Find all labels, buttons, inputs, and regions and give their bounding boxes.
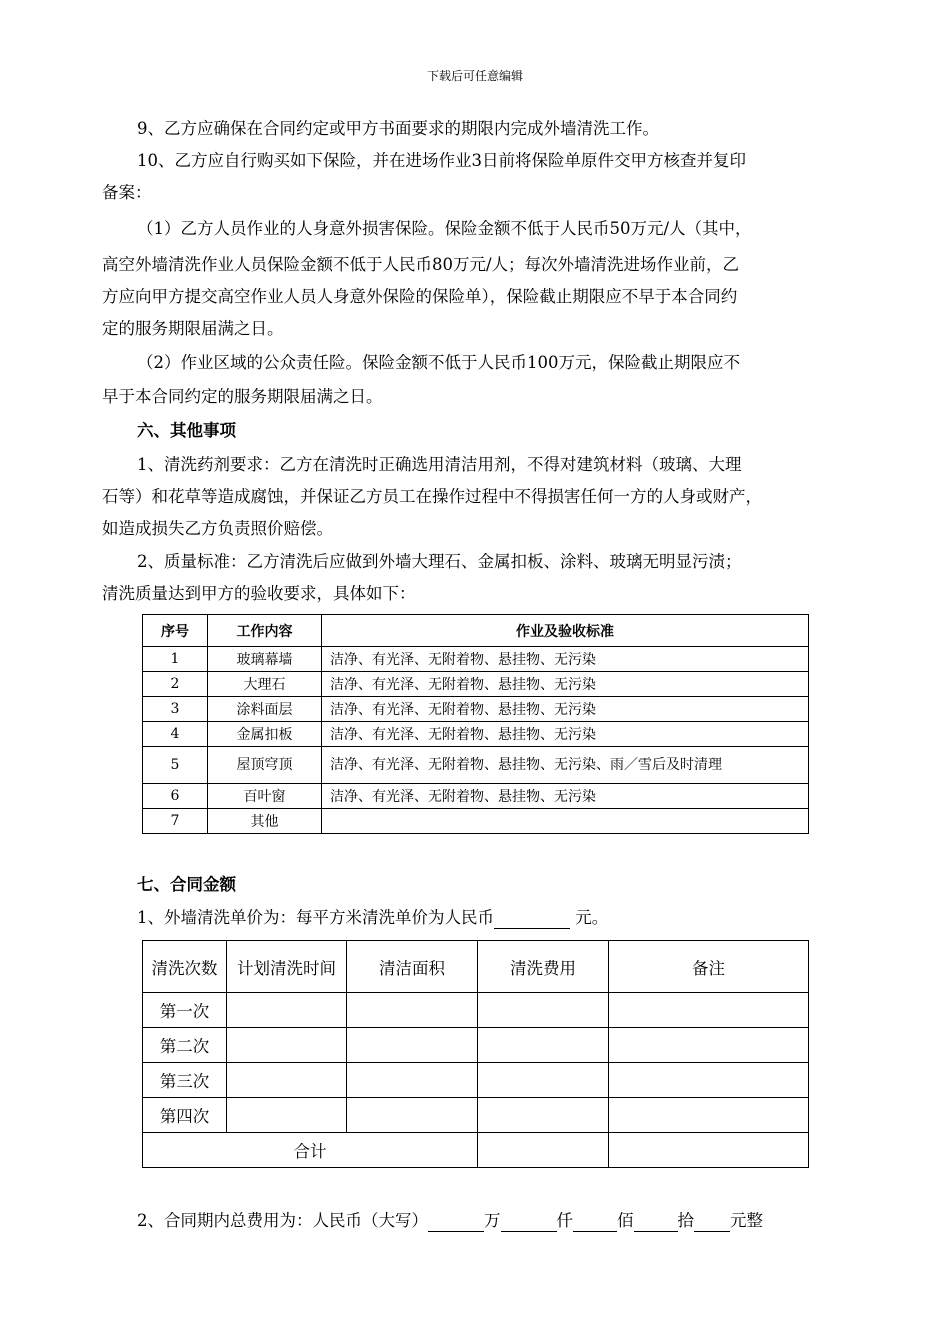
table-cell: 洁净、有光泽、无附着物、悬挂物、无污染 bbox=[322, 647, 809, 672]
total-label: 合计 bbox=[143, 1133, 478, 1168]
table-cell: 涂料面层 bbox=[208, 697, 322, 722]
table-cell: 大理石 bbox=[208, 672, 322, 697]
paragraph-line: 清洗质量达到甲方的验收要求，具体如下： bbox=[102, 584, 416, 603]
table-cell: 洁净、有光泽、无附着物、悬挂物、无污染、雨／雪后及时清理 bbox=[322, 747, 809, 784]
section-heading: 七、合同金额 bbox=[137, 875, 236, 894]
table-row bbox=[143, 647, 809, 672]
table-cell: 洁净、有光泽、无附着物、悬挂物、无污染 bbox=[322, 784, 809, 809]
paragraph-line: 9、乙方应确保在合同约定或甲方书面要求的期限内完成外墙清洗工作。 bbox=[137, 119, 659, 138]
unit-price-label: 1、外墙清洗单价为：每平方米清洗单价为人民币 bbox=[137, 908, 494, 927]
table-cell[interactable] bbox=[347, 1063, 478, 1098]
table-cell: 洁净、有光泽、无附着物、悬挂物、无污染 bbox=[322, 672, 809, 697]
quality-standards-table bbox=[142, 614, 809, 834]
amount-blank[interactable] bbox=[573, 1213, 617, 1232]
table-cell: 金属扣板 bbox=[208, 722, 322, 747]
table-row bbox=[143, 993, 809, 1028]
table-cell: 7 bbox=[143, 809, 208, 834]
unit-qian: 仟 bbox=[556, 1211, 573, 1230]
table-row bbox=[143, 1063, 809, 1098]
table-cell: 百叶窗 bbox=[208, 784, 322, 809]
row-label: 第三次 bbox=[143, 1063, 227, 1098]
column-header: 工作内容 bbox=[208, 615, 322, 647]
paragraph-line: 高空外墙清洗作业人员保险金额不低于人民币80万元/人；每次外墙清洗进场作业前，乙 bbox=[102, 255, 740, 274]
table-cell: 6 bbox=[143, 784, 208, 809]
table-cell: 其他 bbox=[208, 809, 322, 834]
column-header: 计划清洗时间 bbox=[227, 941, 347, 993]
table-cell[interactable] bbox=[478, 1028, 609, 1063]
unit-wan: 万 bbox=[484, 1211, 501, 1230]
table-row bbox=[143, 672, 809, 697]
table-cell[interactable] bbox=[609, 1098, 809, 1133]
table-cell: 2 bbox=[143, 672, 208, 697]
table-cell[interactable] bbox=[227, 1098, 347, 1133]
column-header: 序号 bbox=[143, 615, 208, 647]
table-cell[interactable] bbox=[478, 1133, 609, 1168]
paragraph-line: 方应向甲方提交高空作业人员人身意外保险的保险单），保险截止期限应不早于本合同约 bbox=[102, 287, 738, 306]
section-heading: 六、其他事项 bbox=[137, 421, 236, 440]
table-cell[interactable] bbox=[227, 1063, 347, 1098]
unit-price-blank[interactable] bbox=[494, 910, 570, 929]
column-header: 备注 bbox=[609, 941, 809, 993]
unit-price-line bbox=[137, 907, 608, 929]
row-label: 第一次 bbox=[143, 993, 227, 1028]
page-header: 下载后可任意编辑 bbox=[426, 69, 523, 83]
table-cell: 1 bbox=[143, 647, 208, 672]
table-header-row bbox=[143, 941, 809, 993]
paragraph-line: 定的服务期限届满之日。 bbox=[102, 319, 284, 338]
unit-bai: 佰 bbox=[617, 1211, 634, 1230]
table-row bbox=[143, 1098, 809, 1133]
table-row bbox=[143, 809, 809, 834]
table-cell[interactable] bbox=[347, 993, 478, 1028]
paragraph-line: （1）乙方人员作业的人身意外损害保险。保险金额不低于人民币50万元/人（其中， bbox=[137, 219, 752, 238]
amount-blank[interactable] bbox=[501, 1213, 557, 1232]
table-cell[interactable] bbox=[478, 1098, 609, 1133]
unit-yuan: 元整 bbox=[730, 1211, 763, 1230]
total-row bbox=[143, 1133, 809, 1168]
paragraph-line: 早于本合同约定的服务期限届满之日。 bbox=[102, 387, 383, 406]
column-header: 清洁面积 bbox=[347, 941, 478, 993]
table-cell[interactable] bbox=[347, 1028, 478, 1063]
paragraph-line: 备案： bbox=[102, 183, 152, 202]
table-cell[interactable] bbox=[227, 993, 347, 1028]
table-row bbox=[143, 697, 809, 722]
table-cell[interactable] bbox=[609, 993, 809, 1028]
table-cell: 5 bbox=[143, 747, 208, 784]
table-cell: 4 bbox=[143, 722, 208, 747]
paragraph-line: 10、乙方应自行购买如下保险，并在进场作业3日前将保险单原件交甲方核查并复印 bbox=[137, 151, 746, 170]
unit-shi: 拾 bbox=[677, 1211, 694, 1230]
paragraph-line: 石等）和花草等造成腐蚀，并保证乙方员工在操作过程中不得损害任何一方的人身或财产， bbox=[102, 487, 762, 506]
table-row bbox=[143, 722, 809, 747]
column-header: 清洗次数 bbox=[143, 941, 227, 993]
table-cell: 3 bbox=[143, 697, 208, 722]
column-header: 清洗费用 bbox=[478, 941, 609, 993]
total-amount-line bbox=[137, 1210, 763, 1232]
table-row bbox=[143, 1028, 809, 1063]
table-cell: 玻璃幕墙 bbox=[208, 647, 322, 672]
column-header: 作业及验收标准 bbox=[322, 615, 809, 647]
table-row bbox=[143, 747, 809, 784]
table-cell: 洁净、有光泽、无附着物、悬挂物、无污染 bbox=[322, 697, 809, 722]
paragraph-line: （2）作业区域的公众责任险。保险金额不低于人民币100万元，保险截止期限应不 bbox=[137, 353, 740, 372]
unit-price-suffix: 元。 bbox=[575, 908, 609, 927]
table-cell[interactable] bbox=[347, 1098, 478, 1133]
table-cell[interactable] bbox=[609, 1063, 809, 1098]
table-cell[interactable] bbox=[609, 1028, 809, 1063]
paragraph-line: 2、质量标准：乙方清洗后应做到外墙大理石、金属扣板、涂料、玻璃无明显污渍； bbox=[137, 552, 742, 571]
table-cell: 洁净、有光泽、无附着物、悬挂物、无污染 bbox=[322, 722, 809, 747]
row-label: 第二次 bbox=[143, 1028, 227, 1063]
amount-blank[interactable] bbox=[428, 1213, 484, 1232]
row-label: 第四次 bbox=[143, 1098, 227, 1133]
table-cell: 屋顶穹顶 bbox=[208, 747, 322, 784]
table-header-row bbox=[143, 615, 809, 647]
table-cell bbox=[322, 809, 809, 834]
table-cell[interactable] bbox=[478, 1063, 609, 1098]
paragraph-line: 如造成损失乙方负责照价赔偿。 bbox=[102, 519, 333, 538]
cleaning-schedule-table bbox=[142, 940, 809, 1168]
table-cell[interactable] bbox=[609, 1133, 809, 1168]
paragraph-line: 1、清洗药剂要求：乙方在清洗时正确选用清洁用剂，不得对建筑材料（玻璃、大理 bbox=[137, 455, 742, 474]
total-amount-label: 2、合同期内总费用为：人民币（大写） bbox=[137, 1211, 428, 1230]
table-row bbox=[143, 784, 809, 809]
amount-blank[interactable] bbox=[634, 1213, 678, 1232]
amount-blank[interactable] bbox=[694, 1213, 730, 1232]
table-cell[interactable] bbox=[478, 993, 609, 1028]
table-cell[interactable] bbox=[227, 1028, 347, 1063]
